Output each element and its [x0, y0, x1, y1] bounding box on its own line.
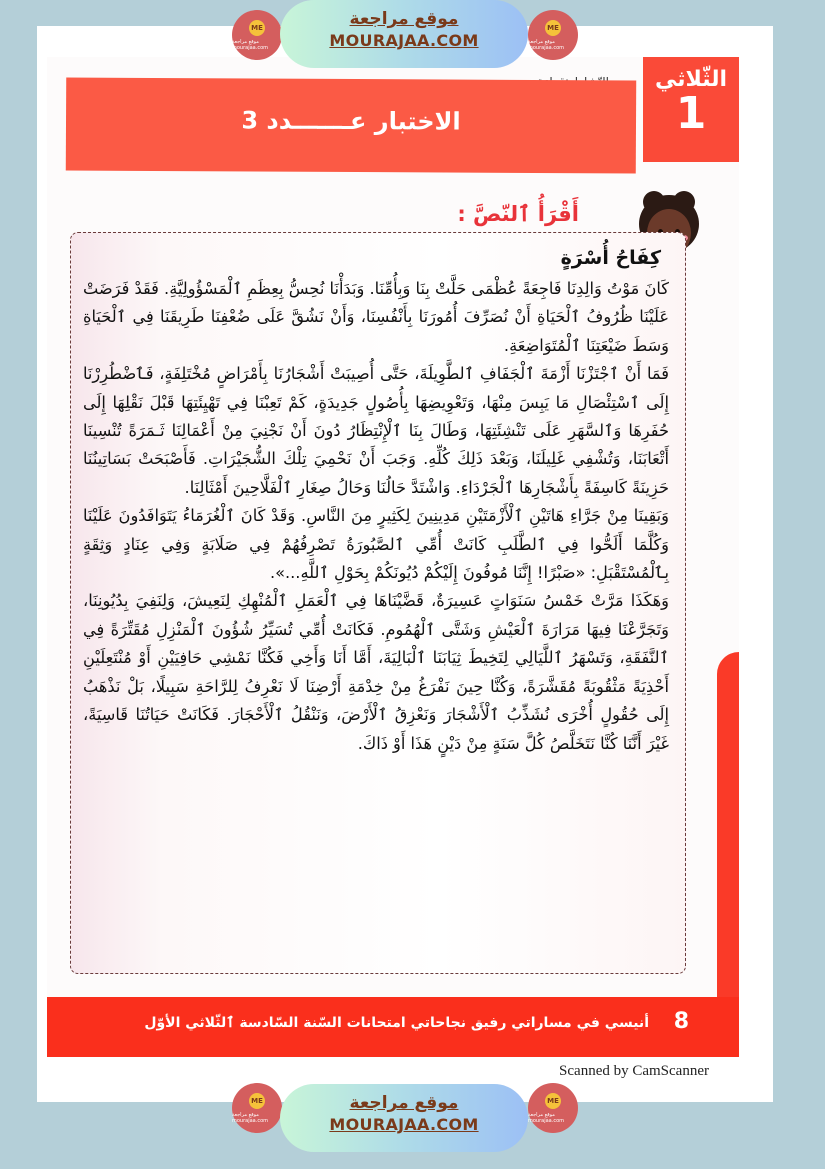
trimester-label: الثّلاثي — [654, 67, 727, 92]
book-series-title: أنيسي في مساراتي رفيق نجاحاتي امتحانات السّنة السّادسة ٱلثّلاثي الأوّل — [144, 1015, 649, 1031]
exam-title-bar — [66, 78, 636, 174]
logo-caption: موقع مراجعة mourajaa.com — [232, 38, 269, 51]
logo-caption: موقع مراجعة mourajaa.com — [528, 38, 565, 51]
trimester-badge — [643, 57, 739, 162]
site-logo-right-top[interactable] — [528, 10, 578, 60]
site-banner-bottom[interactable] — [280, 1084, 528, 1152]
logo-caption: موقع مراجعة mourajaa.com — [232, 1111, 269, 1124]
banner-arabic-text: موقع مراجعة — [349, 9, 459, 29]
exam-title: الاختبار عـــــــدد 3 — [241, 106, 461, 136]
reading-text-box — [70, 232, 686, 974]
site-logo-right-bottom[interactable] — [528, 1083, 578, 1133]
banner-latin-text: MOURAJAA.COM — [329, 31, 479, 50]
story-paragraph: فَمَا أَنْ ٱجْتَزْنَا أَزْمَةَ ٱلْجَفَافِ ٱلطَّوِيلَةَ، حَتَّى أُصِيبَتْ أَشْجَارُنَا بِأَمْرَاضٍ مُخْتَلِفَةٍ، فَٱضْطُرِرْنَا إِلَى ٱسْتِئْصَالِ مَا يَبِسَ مِنْهَا، وَتَعْوِيضِهَا بِأُصُولٍ جَدِيدَةٍ، كَمْ تَعِبْنَا فِي تَهْيِئَتِهَا قَبْلَ نَقْلِهَا إِلَى حُفَرِهَا وَٱلسَّهَرِ عَلَى تَنْشِئَتِهَا، وَطَالَ بِنَا ٱلْإِنْتِظَارُ دُونَ أَنْ نَجْنِيَ مِنْ أَعْمَالِنَا ثَـمَرَةً تُنْسِينَا أَتْعَابَنَا، وَتُشْفِي غَلِيلَنَا، وَبَعْدَ ذَلِكَ كُلِّهِ. وَجَبَ أَنْ نَحْمِيَ تِلْكَ الشُّجَيْرَاتِ. فَأَصْبَحَتْ بَسَاتِينُنَا حَزِينَةً كَاسِفَةً بِأَشْجَارِهَا ٱلْجَرْدَاءِ. وَاشْتَدَّ حَالُنَا وَحَالُ صِغَارِ ٱلْفَلَّاحِينَ أَمْثَالِنَا. — [83, 364, 669, 497]
scanned-worksheet — [47, 57, 739, 1057]
banner-arabic-text: موقع مراجعة — [349, 1093, 459, 1113]
story-paragraph: وَهَكَذَا مَرَّتْ خَمْسُ سَنَوَاتٍ عَسِيرَةٌ، قَضَّيْنَاهَا فِي ٱلْعَمَلِ ٱلْمُنْهِكِ لِنَعِيشَ، وَلِنَفِيَ بِدُيُونِنَا، وَتَجَرَّعْنَا فِيهَا مَرَارَةَ ٱلْعَيْشِ وَشَتَّى ٱلْهُمُومِ. فَكَانَتْ أُمِّي تُسَيِّرُ شُؤُونَ ٱلْمَنْزِلِ مُقَتِّرَةً فِي ٱلنَّفَقَةِ، وَتَسْهَرُ ٱللَّيَالِي لِتَخِيطَ ثِيَابَنَا ٱلْبَالِيَةَ، أَمَّا أَنَا وَأَخِي فَكُنَّا نَمْشِي حَافِيَيْنِ أَوْ مُنْتَعِلَيْنِ أَحْذِيَةً مَثْقُوبَةً مُقَشَّرَةً، وَكُنَّا حِينَ نَفْرَغُ مِنْ خِدْمَةِ أَرْضِنَا لَا نَعْرِفُ لِلرَّاحَةِ سَبِيلًا، بَلْ نَذْهَبُ إِلَى حُقُولٍ أُخْرَى نُشَذِّبُ ٱلْأَشْجَارَ وَنَعْزِقُ ٱلْأَرْضَ، وَنَنْقُلُ ٱلْأَحْجَارَ. فَكَانَتْ حَيَاتُنَا قَاسِيَةً، غَيْرَ أَنَّنَا كُنَّا نَتَخَلَّصُ كُلَّ سَنَةٍ مِنْ دَيْنٍ هَذَا أَوْ ذَاكَ. — [83, 591, 669, 753]
logo-caption: موقع مراجعة mourajaa.com — [528, 1111, 565, 1124]
section-heading: أَقْرَأُ ٱلنّصَّ : — [457, 202, 579, 226]
page-number: 8 — [673, 1009, 689, 1034]
site-banner-top[interactable] — [280, 0, 528, 68]
story-paragraph: وَبَقِينَا مِنْ جَرَّاءِ هَاتَيْنِ ٱلْأَزْمَتَيْنِ مَدِينِينَ لِكَثِيرٍ مِنَ النَّاسِ. وَقَدْ كَانَ ٱلْغُرَمَاءُ يَتَوَافَدُونَ عَلَيْنَا وَكُلَّمَا أَلَحُّوا فِي ٱلطَّلَبِ كَانَتْ أُمِّي ٱلصَّبُورَةُ تَصْرِفُهُمْ فِي صَلَابَةٍ وَفِي عِنَادٍ وَثِقَةٍ بِٱلْمُسْتَقْبَلِ: «صَبْرًا! إِنَّنَا مُوفُونَ إِلَيْكُمْ دُيُونَكُمْ بِحَوْلِ ٱللَّهِ...». — [83, 506, 669, 583]
site-logo-left-bottom[interactable] — [232, 1083, 282, 1133]
logo-badge-icon: ME — [545, 20, 561, 36]
story-paragraph: كَانَ مَوْتُ وَالِدِنَا فَاجِعَةً عُظْمَى حَلَّتْ بِنَا وَبِأُمِّنَا. وَبَدَأْنَا نُحِسُّ بِعِظَمِ ٱلْمَسْؤُولِيَّةِ. فَقَدْ فَرَضَتْ عَلَيْنَا ظُرُوفُ ٱلْحَيَاةِ أَنْ نُصَرِّفَ أُمُورَنَا بِأَنْفُسِنَا، وَأَنْ نَشُقَّ عَلَى ضُعْفِنَا طَرِيقَنَا فِي ٱلْحَيَاةِ وَسَطَ ضَيْعَتِنَا ٱلْمُتَوَاضِعَةِ. — [83, 279, 669, 355]
logo-badge-icon: ME — [249, 20, 265, 36]
page-footer — [47, 997, 739, 1057]
scanner-credit: Scanned by CamScanner — [559, 1063, 709, 1079]
logo-badge-icon: ME — [545, 1093, 561, 1109]
logo-badge-icon: ME — [249, 1093, 265, 1109]
banner-latin-text: MOURAJAA.COM — [329, 1115, 479, 1134]
story-title: كِفَاحُ أُسْرَةٍ — [560, 247, 661, 269]
trimester-number: 1 — [675, 88, 707, 139]
site-logo-left-top[interactable] — [232, 10, 282, 60]
